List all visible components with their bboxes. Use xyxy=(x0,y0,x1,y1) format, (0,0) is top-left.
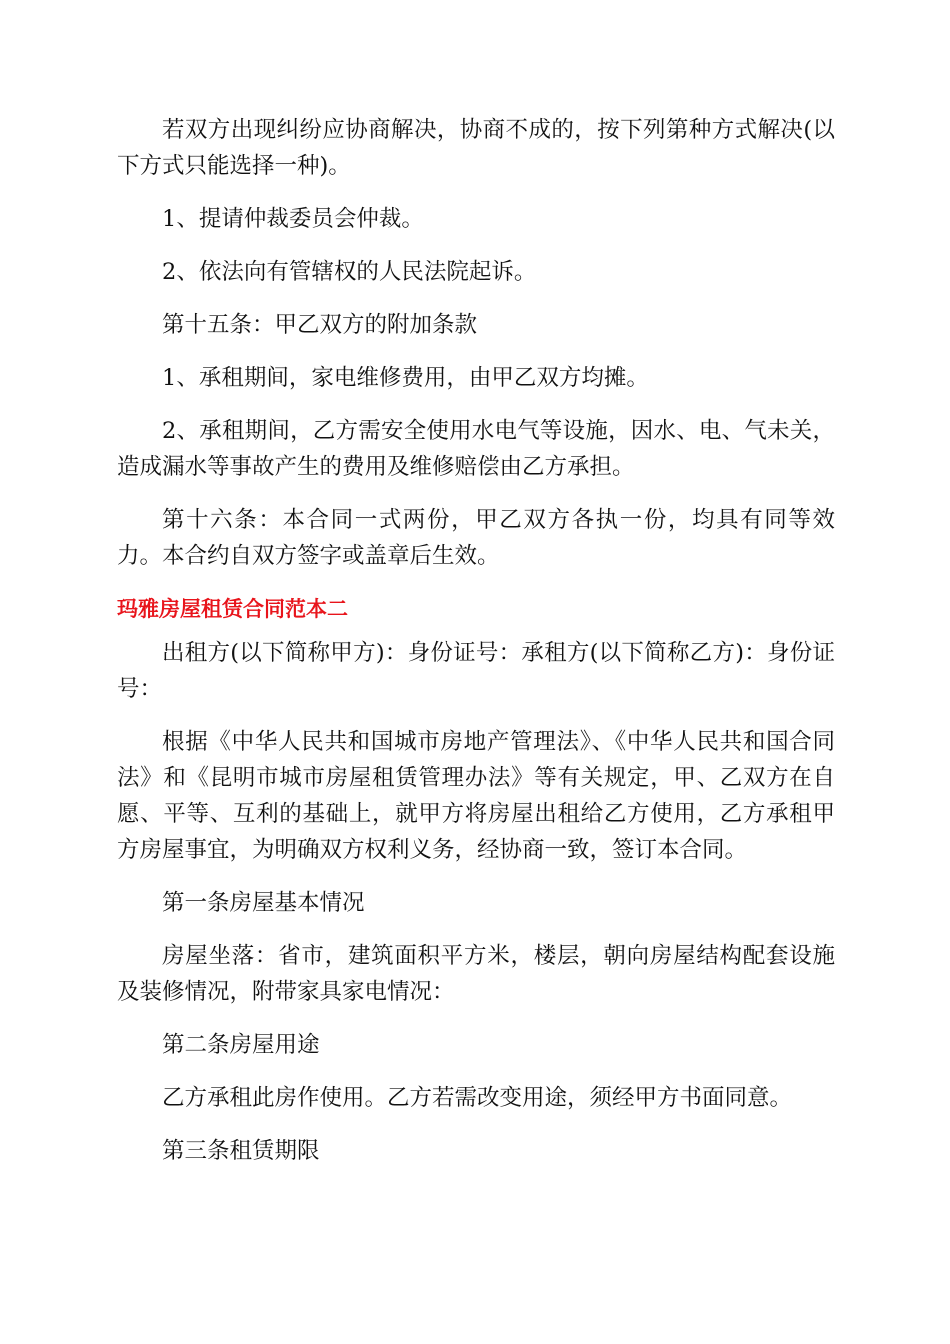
paragraph-article-1: 第一条房屋基本情况 xyxy=(162,890,365,916)
paragraph-article-3: 第三条租赁期限 xyxy=(162,1138,320,1164)
paragraph-court: 2、依法向有管辖权的人民法院起诉。 xyxy=(162,259,537,285)
paragraph-house-location: 房屋坐落：省市，建筑面积平方米，楼层，朝向房屋结构配套设施及装修情况，附带家具家电情况： xyxy=(117,943,835,1005)
section-heading: 玛雅房屋租赁合同范本二 xyxy=(117,597,348,621)
paragraph-parties: 出租方(以下简称甲方)：身份证号：承租方(以下简称乙方)：身份证号： xyxy=(117,640,835,702)
paragraph-appliance-repair: 1、承租期间，家电维修费用，由甲乙双方均摊。 xyxy=(162,365,649,391)
document-body xyxy=(117,112,835,1186)
paragraph-dispute-resolution: 若双方出现纠纷应协商解决，协商不成的，按下列第种方式解决(以下方式只能选择一种)。 xyxy=(117,117,835,179)
paragraph-utility-safety: 2、承租期间，乙方需安全使用水电气等设施，因水、电、气未关，造成漏水等事故产生的费用及维修赔偿由乙方承担。 xyxy=(117,418,835,480)
paragraph-article-2: 第二条房屋用途 xyxy=(162,1032,320,1058)
paragraph-house-usage: 乙方承租此房作使用。乙方若需改变用途，须经甲方书面同意。 xyxy=(162,1085,793,1111)
paragraph-arbitration: 1、提请仲裁委员会仲裁。 xyxy=(162,206,424,232)
paragraph-article-15: 第十五条：甲乙双方的附加条款 xyxy=(162,312,478,338)
paragraph-article-16: 第十六条：本合同一式两份，甲乙双方各执一份，均具有同等效力。本合约自双方签字或盖章后生效。 xyxy=(117,507,835,569)
paragraph-legal-basis: 根据《中华人民共和国城市房地产管理法》、《中华人民共和国合同法》和《昆明市城市房屋租赁管理办法》等有关规定，甲、乙双方在自愿、平等、互利的基础上，就甲方将房屋出租给乙方使用，乙方承租甲方房屋事宜，为明确双方权利义务，经协商一致，签订本合同。 xyxy=(117,729,835,863)
